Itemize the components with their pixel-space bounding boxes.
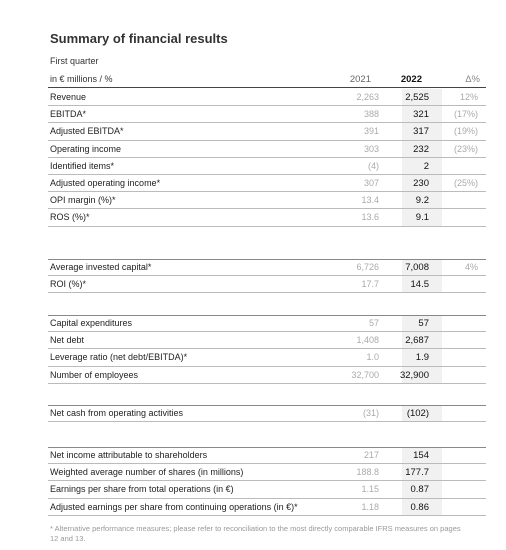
row-label: Adjusted operating income* [50,178,161,188]
value-2022: 321 [413,109,429,121]
header-rule [48,87,486,88]
row-label: Leverage ratio (net debt/EBITDA)* [50,352,188,363]
row-label: Average invested capital* [50,262,152,272]
row-label: Revenue [50,92,87,102]
column-header-2021: 2021 [349,74,371,85]
row-label: Earnings per share from total operations (in €) [50,484,234,495]
value-2021: 1.0 [366,352,379,363]
value-2022: 2,525 [405,92,429,103]
table-row [48,141,486,158]
table-row [48,259,486,276]
table-row [48,481,486,498]
value-2022: 2,687 [405,335,429,347]
value-2022: 9.2 [415,195,429,207]
row-rule [48,292,486,293]
value-2022: 9.1 [415,212,429,224]
value-2021: 391 [363,126,379,137]
row-rule [48,383,486,384]
row-label: Weighted average number of shares (in millions) [50,467,244,478]
group-top-rule [48,405,486,406]
row-label: Capital expenditures [50,318,133,328]
column-header-delta: Δ% [465,74,480,85]
footnote: * Alternative performance measures; please refer to reconciliation to the most directly comparable IFRS measures on pages 12 and 13. [50,524,461,543]
table-row [48,276,486,293]
page-title: Summary of financial results [50,31,228,46]
value-delta: (23%) [453,143,478,154]
value-2021: (31) [362,408,379,418]
table-row [48,209,486,226]
value-2022: (102) [406,408,429,419]
value-2021: 1.15 [361,484,379,495]
table-row [48,367,486,384]
value-delta: 12% [459,92,478,102]
value-2022: 14.5 [410,279,429,291]
row-label: Net income attributable to shareholders [50,450,208,460]
table-row [48,123,486,140]
value-delta: (17%) [453,109,478,120]
value-2022: 7,008 [405,262,429,273]
value-2021: 6,726 [356,262,379,272]
page-subtitle: First quarter [50,56,99,66]
value-2022: 317 [413,126,429,138]
row-rule [48,226,486,227]
value-2022: 177.7 [405,467,429,479]
row-label: Net cash from operating activities [50,408,184,418]
value-2022: 2 [423,160,429,172]
value-2021: 307 [363,178,379,188]
row-rule [48,421,486,422]
row-label: OPI margin (%)* [50,195,116,206]
group-top-rule [48,259,486,260]
value-2021: 188.8 [356,467,379,478]
value-2021: 217 [363,450,379,460]
value-delta: 4% [464,262,478,272]
value-2022: 57 [418,318,429,329]
table-row [48,315,486,332]
value-2021: 13.6 [361,212,379,223]
value-2022: 0.87 [410,484,429,496]
value-2021: 57 [368,318,379,328]
value-2022: 230 [413,178,429,189]
value-2021: 1,408 [356,335,379,346]
table-row [48,106,486,123]
table-row [48,158,486,175]
value-delta: (25%) [453,178,478,188]
table-row [48,89,486,106]
value-2022: 232 [413,143,429,155]
row-rule [48,515,486,516]
value-2021: 32,700 [351,369,379,380]
table-row [48,405,486,422]
row-label: ROS (%)* [50,212,90,223]
row-label: Number of employees [50,369,139,380]
group-top-rule [48,315,486,316]
table-row [48,192,486,209]
table-row [48,447,486,464]
units-label: in € millions / % [50,74,113,84]
row-label: EBITDA* [50,109,87,120]
value-delta: (19%) [453,126,478,137]
row-label: Net debt [50,335,85,346]
row-label: Adjusted earnings per share from continuing operations (in €)* [50,501,298,512]
value-2021: 388 [363,109,379,120]
value-2022: 32,900 [399,369,429,381]
value-2021: (4) [368,160,379,171]
table-row [48,332,486,349]
row-label: Adjusted EBITDA* [50,126,124,137]
table-row [48,499,486,516]
value-2021: 17.7 [361,279,379,290]
value-2021: 13.4 [361,195,379,206]
value-2022: 1.9 [415,352,429,364]
row-label: Operating income [50,143,122,154]
table-row [48,349,486,366]
column-header-2022: 2022 [400,74,422,85]
value-2021: 2,263 [356,92,379,102]
row-label: Identified items* [50,160,115,171]
value-2021: 1.18 [361,501,379,512]
value-2021: 303 [363,143,379,154]
value-2022: 154 [413,450,429,461]
table-row [48,175,486,192]
group-top-rule [48,447,486,448]
value-2022: 0.86 [410,501,429,513]
table-row [48,464,486,481]
row-label: ROI (%)* [50,279,86,290]
